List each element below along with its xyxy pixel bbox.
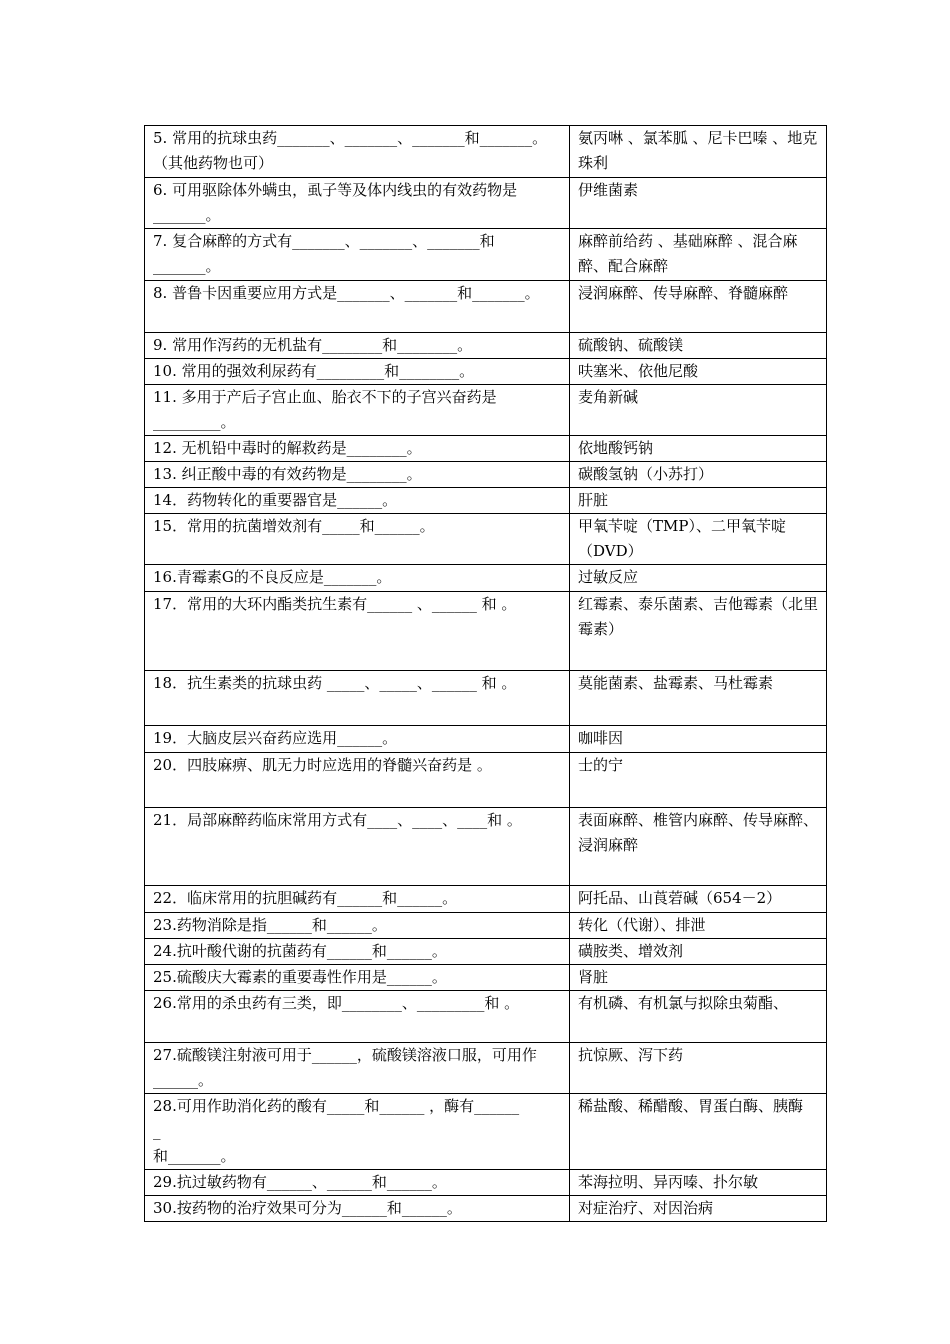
table-row	[145, 229, 827, 281]
answer-cell: 甲氧苄啶（TMP）、二甲氧苄啶（DVD）	[570, 514, 827, 565]
question-cell: 20．四肢麻痹、肌无力时应选用的脊髓兴奋药是 。	[145, 753, 570, 808]
table-row	[145, 1170, 827, 1196]
answer-cell: 有机磷、有机氯与拟除虫菊酯、	[570, 991, 827, 1043]
answer-cell: 对症治疗、对因治病	[570, 1196, 827, 1222]
question-cell: 14．药物转化的重要器官是______。	[145, 488, 570, 514]
table-row	[145, 1196, 827, 1222]
table-row	[145, 753, 827, 808]
question-cell: 30.按药物的治疗效果可分为______和______。	[145, 1196, 570, 1222]
answer-cell: 肾脏	[570, 965, 827, 991]
question-cell: 19．大脑皮层兴奋药应选用______。	[145, 726, 570, 753]
question-cell: 17．常用的大环内酯类抗生素有______ 、______ 和 。	[145, 592, 570, 671]
question-cell: 25.硫酸庆大霉素的重要毒性作用是______。	[145, 965, 570, 991]
question-cell: 5. 常用的抗球虫药_______、_______、_______和_______。（其他药物也可）	[145, 126, 570, 178]
table-row	[145, 385, 827, 436]
table-row	[145, 281, 827, 333]
table-row	[145, 939, 827, 965]
answer-cell: 稀盐酸、稀醋酸、胃蛋白酶、胰酶	[570, 1094, 827, 1170]
answer-cell: 伊维菌素	[570, 178, 827, 229]
question-answer-table	[144, 125, 827, 1222]
table-row	[145, 671, 827, 726]
question-cell: 7. 复合麻醉的方式有_______、_______、_______和_______。	[145, 229, 570, 281]
question-cell: 29.抗过敏药物有______、______和______。	[145, 1170, 570, 1196]
table-row	[145, 965, 827, 991]
table-row	[145, 488, 827, 514]
answer-cell: 肝脏	[570, 488, 827, 514]
table-row	[145, 808, 827, 886]
question-cell: 13. 纠正酸中毒的有效药物是________。	[145, 462, 570, 488]
question-cell: 23.药物消除是指______和______。	[145, 913, 570, 939]
answer-cell: 氨丙啉 、氯苯胍 、尼卡巴嗪 、地克珠利	[570, 126, 827, 178]
question-cell: 27.硫酸镁注射液可用于______，硫酸镁溶液口服，可用作______。	[145, 1043, 570, 1094]
answer-cell: 莫能菌素、盐霉素、马杜霉素	[570, 671, 827, 726]
table-row	[145, 333, 827, 359]
answer-cell: 抗惊厥、泻下药	[570, 1043, 827, 1094]
question-cell: 9. 常用作泻药的无机盐有________和________。	[145, 333, 570, 359]
table-row	[145, 1043, 827, 1094]
answer-cell: 红霉素、泰乐菌素、吉他霉素（北里霉素）	[570, 592, 827, 671]
table-body	[145, 126, 827, 1222]
question-cell: 24.抗叶酸代谢的抗菌药有______和______。	[145, 939, 570, 965]
question-cell: 8. 普鲁卡因重要应用方式是_______、_______和_______。	[145, 281, 570, 333]
table-row	[145, 178, 827, 229]
answer-cell: 硫酸钠、硫酸镁	[570, 333, 827, 359]
answer-cell: 转化（代谢）、排泄	[570, 913, 827, 939]
table-row	[145, 592, 827, 671]
table-row	[145, 359, 827, 385]
question-cell: 15．常用的抗菌增效剂有_____和______。	[145, 514, 570, 565]
table-row	[145, 126, 827, 178]
answer-cell: 苯海拉明、异丙嗪、扑尔敏	[570, 1170, 827, 1196]
answer-cell: 碳酸氢钠（小苏打）	[570, 462, 827, 488]
question-cell: 12. 无机铅中毒时的解救药是________。	[145, 436, 570, 462]
question-cell: 16.青霉素G的不良反应是_______。	[145, 565, 570, 592]
answer-cell: 阿托品、山莨菪碱（654－2）	[570, 886, 827, 913]
question-cell: 22．临床常用的抗胆碱药有______和______。	[145, 886, 570, 913]
question-cell: 18．抗生素类的抗球虫药 _____、_____、______ 和 。	[145, 671, 570, 726]
question-cell: 11. 多用于产后子宫止血、胎衣不下的子宫兴奋药是_________。	[145, 385, 570, 436]
answer-cell: 咖啡因	[570, 726, 827, 753]
table-row	[145, 565, 827, 592]
table-row	[145, 913, 827, 939]
question-cell: 10. 常用的强效利尿药有_________和________。	[145, 359, 570, 385]
answer-cell: 浸润麻醉、传导麻醉、脊髓麻醉	[570, 281, 827, 333]
answer-cell: 磺胺类、增效剂	[570, 939, 827, 965]
answer-cell: 麻醉前给药 、基础麻醉 、混合麻醉、配合麻醉	[570, 229, 827, 281]
answer-cell: 过敏反应	[570, 565, 827, 592]
answer-cell: 士的宁	[570, 753, 827, 808]
table-row	[145, 991, 827, 1043]
table-row	[145, 436, 827, 462]
answer-cell: 麦角新碱	[570, 385, 827, 436]
table-row	[145, 1094, 827, 1170]
answer-cell: 依地酸钙钠	[570, 436, 827, 462]
answer-cell: 呋塞米、依他尼酸	[570, 359, 827, 385]
question-cell: 6. 可用驱除体外螨虫，虱子等及体内线虫的有效药物是_______。	[145, 178, 570, 229]
table-row	[145, 514, 827, 565]
answer-cell: 表面麻醉、椎管内麻醉、传导麻醉、浸润麻醉	[570, 808, 827, 886]
question-cell: 28.可用作助消化药的酸有_____和______ ，酶有______ _ 和_______。	[145, 1094, 570, 1170]
table-row	[145, 462, 827, 488]
question-cell: 21．局部麻醉药临床常用方式有____、____、____和 。	[145, 808, 570, 886]
question-cell: 26.常用的杀虫药有三类，即________、_________和 。	[145, 991, 570, 1043]
table-row	[145, 886, 827, 913]
table-row	[145, 726, 827, 753]
